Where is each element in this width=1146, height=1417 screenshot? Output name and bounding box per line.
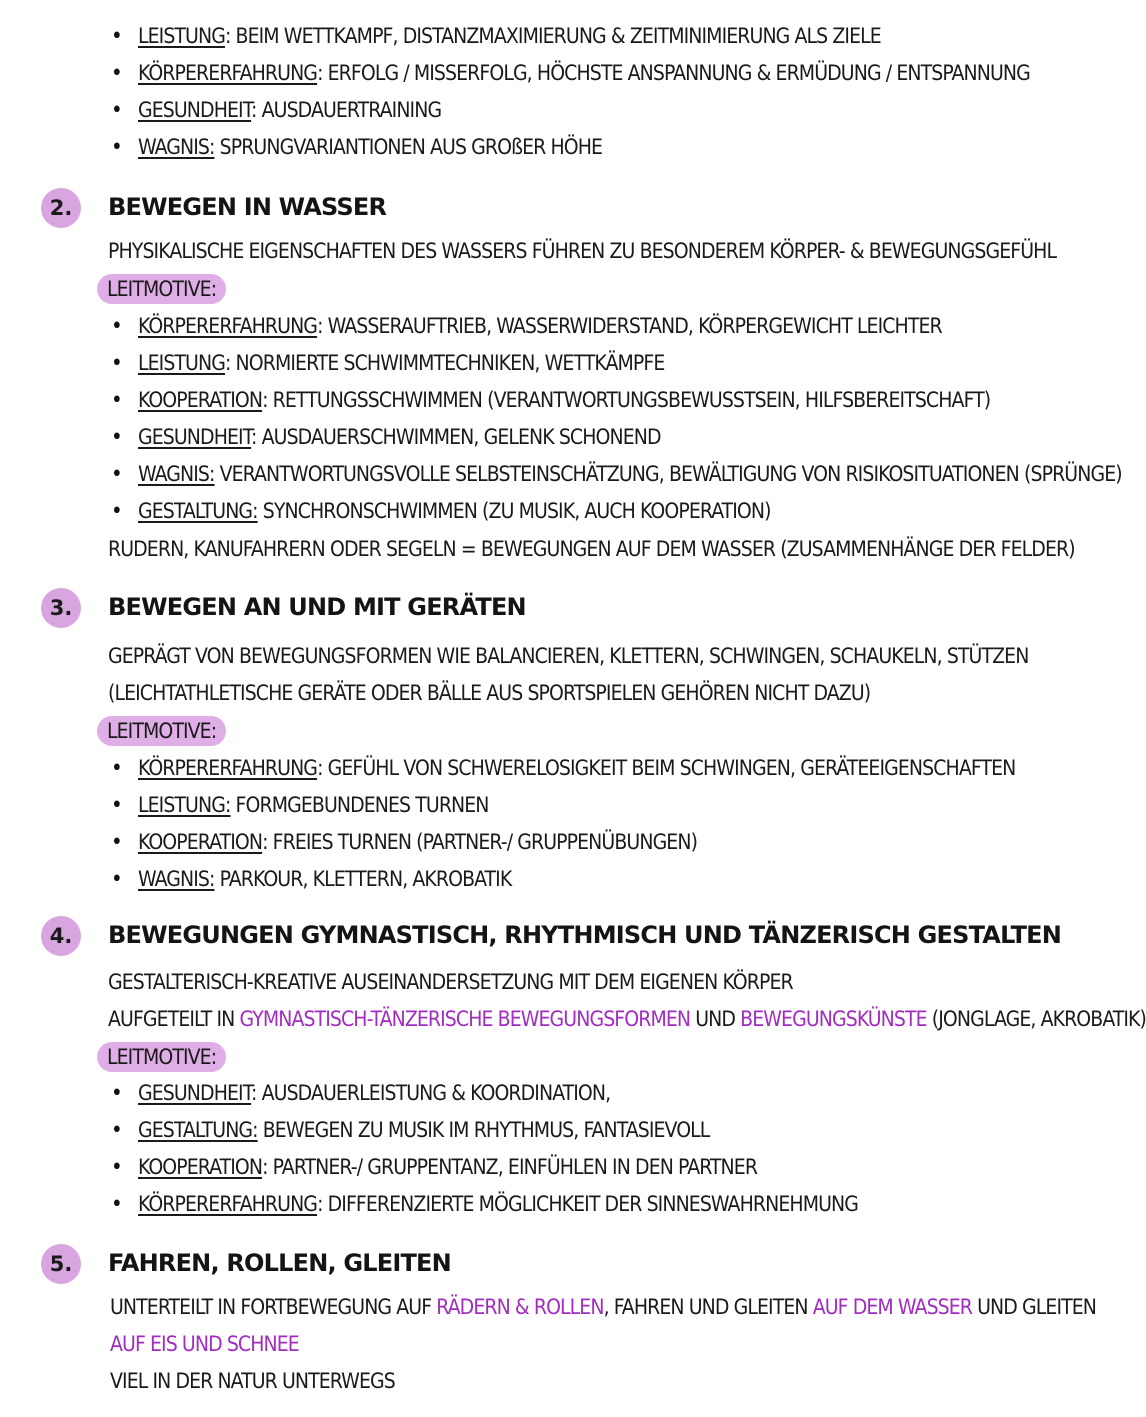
section-heading: BEWEGEN IN WASSER	[108, 193, 387, 221]
bullet-icon: •	[111, 61, 122, 86]
leitmotiv-key: WAGNIS:	[138, 867, 215, 891]
section-description: VIEL IN DER NATUR UNTERWEGS	[110, 1369, 395, 1393]
bullet-icon: •	[111, 24, 122, 49]
leitmotiv-separator: :	[262, 388, 268, 412]
list-item	[0, 1112, 1080, 1149]
leitmotiv-key: KOOPERATION	[138, 830, 263, 854]
text-part: UND GLEITEN	[972, 1295, 1097, 1319]
list-item	[0, 1149, 1080, 1186]
bullet-icon: •	[111, 793, 122, 818]
leitmotiv-key: GESTALTUNG:	[138, 499, 258, 523]
leitmotiv-separator: :	[251, 98, 257, 122]
bullet-icon: •	[111, 425, 122, 450]
leitmotiv-text: AUSDAUERLEISTUNG & KOORDINATION,	[256, 1081, 611, 1105]
list-item	[0, 1075, 1080, 1112]
leitmotiv-key: KÖRPERERFAHRUNG	[138, 61, 318, 85]
leitmotiv-separator: :	[251, 425, 257, 449]
leitmotiv-text: WASSERAUFTRIEB, WASSERWIDERSTAND, KÖRPERGEWICHT LEICHTER	[322, 314, 942, 338]
list-item	[0, 1186, 1080, 1223]
leitmotiv-text: VERANTWORTUNGSVOLLE SELBSTEINSCHÄTZUNG, BEWÄLTIGUNG VON RISIKOSITUATIONEN (SPRÜNGE)	[214, 462, 1122, 486]
highlight-text: GYMNASTISCH-TÄNZERISCHE BEWEGUNGSFORMEN	[239, 1007, 691, 1031]
section-number: 2.	[41, 188, 81, 228]
highlight-text: AUF DEM WASSER	[812, 1295, 973, 1319]
bullet-icon: •	[111, 98, 122, 123]
leitmotiv-text: AUSDAUERTRAINING	[256, 98, 442, 122]
leitmotiv-key: GESUNDHEIT	[138, 1081, 252, 1105]
leitmotiv-separator: :	[317, 61, 323, 85]
leitmotive-label: LEITMOTIVE:	[97, 274, 226, 304]
list-item	[0, 861, 1080, 898]
list-item	[0, 345, 1080, 382]
highlight-text: BEWEGUNGSKÜNSTE	[740, 1007, 927, 1031]
bullet-icon: •	[111, 462, 122, 487]
bullet-icon: •	[111, 135, 122, 160]
list-item	[0, 456, 1122, 493]
leitmotive-list	[0, 1075, 1080, 1223]
section-note: RUDERN, KANUFAHRERN ODER SEGELN = BEWEGUNGEN AUF DEM WASSER (ZUSAMMENHÄNGE DER FELDER)	[108, 537, 1075, 561]
bullet-icon: •	[111, 1081, 122, 1106]
section-description: GESTALTERISCH-KREATIVE AUSEINANDERSETZUNG MIT DEM EIGENEN KÖRPER	[108, 970, 793, 994]
leitmotiv-key: LEISTUNG:	[138, 793, 231, 817]
section-number: 4.	[41, 916, 81, 956]
leitmotiv-key: GESTALTUNG:	[138, 1118, 258, 1142]
leitmotiv-separator: :	[317, 756, 323, 780]
bullet-icon: •	[111, 351, 122, 376]
leitmotiv-separator: :	[262, 1155, 268, 1179]
highlight-text: RÄDERN & ROLLEN	[436, 1295, 604, 1319]
leitmotiv-text: SYNCHRONSCHWIMMEN (ZU MUSIK, AUCH KOOPERATION)	[257, 499, 771, 523]
list-item	[0, 55, 1080, 92]
text-part: AUFGETEILT IN	[108, 1007, 240, 1031]
leitmotiv-key: WAGNIS:	[138, 462, 215, 486]
leitmotiv-separator: :	[224, 351, 231, 375]
leitmotiv-separator: :	[251, 1081, 257, 1105]
intro-list	[0, 18, 1080, 166]
section-description: PHYSIKALISCHE EIGENSCHAFTEN DES WASSERS FÜHREN ZU BESONDEREM KÖRPER- & BEWEGUNGSGEFÜHL	[108, 239, 1057, 263]
bullet-icon: •	[111, 1192, 122, 1217]
list-item	[0, 129, 1080, 166]
leitmotiv-separator: :	[224, 24, 231, 48]
leitmotive-label: LEITMOTIVE:	[97, 716, 226, 746]
list-item	[0, 18, 1080, 55]
leitmotiv-text: NORMIERTE SCHWIMMTECHNIKEN, WETTKÄMPFE	[230, 351, 665, 375]
leitmotiv-text: BEIM WETTKAMPF, DISTANZMAXIMIERUNG & ZEITMINIMIERUNG ALS ZIELE	[230, 24, 881, 48]
leitmotive-list	[0, 308, 1122, 530]
leitmotiv-text: AUSDAUERSCHWIMMEN, GELENK SCHONEND	[256, 425, 661, 449]
leitmotiv-key: KOOPERATION	[138, 388, 263, 412]
list-item	[0, 493, 1080, 530]
section-heading: BEWEGEN AN UND MIT GERÄTEN	[108, 593, 526, 621]
bullet-icon: •	[111, 867, 122, 892]
leitmotiv-key: LEISTUNG	[138, 24, 225, 48]
section-number: 3.	[41, 588, 81, 628]
text-part: UND	[690, 1007, 741, 1031]
leitmotiv-separator: :	[262, 830, 268, 854]
leitmotiv-text: FREIES TURNEN (PARTNER-/ GRUPPENÜBUNGEN)	[267, 830, 698, 854]
bullet-icon: •	[111, 314, 122, 339]
section-description: GEPRÄGT VON BEWEGUNGSFORMEN WIE BALANCIEREN, KLETTERN, SCHWINGEN, SCHAUKELN, STÜTZEN	[108, 644, 1029, 668]
bullet-icon: •	[111, 830, 122, 855]
leitmotiv-text: PARTNER-/ GRUPPENTANZ, EINFÜHLEN IN DEN PARTNER	[267, 1155, 758, 1179]
list-item	[0, 419, 1080, 456]
bullet-icon: •	[111, 499, 122, 524]
leitmotiv-key: LEISTUNG	[138, 351, 225, 375]
list-item	[0, 824, 1080, 861]
leitmotiv-key: KÖRPERERFAHRUNG	[138, 756, 318, 780]
leitmotiv-text: FORMGEBUNDENES TURNEN	[230, 793, 489, 817]
section-heading: FAHREN, ROLLEN, GLEITEN	[108, 1249, 451, 1277]
bullet-icon: •	[111, 388, 122, 413]
leitmotiv-text: ERFOLG / MISSERFOLG, HÖCHSTE ANSPANNUNG & ERMÜDUNG / ENTSPANNUNG	[322, 61, 1030, 85]
bullet-icon: •	[111, 1118, 122, 1143]
text-part: (JONGLAGE, AKROBATIK)	[926, 1007, 1146, 1031]
highlight-text: AUF EIS UND SCHNEE	[110, 1332, 299, 1356]
list-item	[0, 382, 1080, 419]
leitmotiv-key: KÖRPERERFAHRUNG	[138, 314, 318, 338]
leitmotiv-text: GEFÜHL VON SCHWERELOSIGKEIT BEIM SCHWINGEN, GERÄTEEIGENSCHAFTEN	[322, 756, 1016, 780]
text-part: , FAHREN UND GLEITEN	[603, 1295, 813, 1319]
leitmotiv-key: KÖRPERERFAHRUNG	[138, 1192, 318, 1216]
leitmotive-list	[0, 750, 1080, 898]
leitmotiv-key: WAGNIS:	[138, 135, 215, 159]
bullet-icon: •	[111, 1155, 122, 1180]
text-part: UNTERTEILT IN FORTBEWEGUNG AUF	[110, 1295, 437, 1319]
leitmotiv-text: DIFFERENZIERTE MÖGLICHKEIT DER SINNESWAHRNEHMUNG	[322, 1192, 859, 1216]
section-description: (LEICHTATHLETISCHE GERÄTE ODER BÄLLE AUS SPORTSPIELEN GEHÖREN NICHT DAZU)	[108, 681, 871, 705]
bullet-icon: •	[111, 756, 122, 781]
section-number: 5.	[41, 1244, 81, 1284]
leitmotive-label: LEITMOTIVE:	[97, 1042, 226, 1072]
leitmotiv-key: GESUNDHEIT	[138, 425, 252, 449]
leitmotiv-key: GESUNDHEIT	[138, 98, 252, 122]
list-item	[0, 308, 1080, 345]
section-description	[110, 1289, 1096, 1326]
leitmotiv-key: KOOPERATION	[138, 1155, 263, 1179]
list-item	[0, 787, 1080, 824]
section-heading: BEWEGUNGEN GYMNASTISCH, RHYTHMISCH UND TÄNZERISCH GESTALTEN	[108, 921, 1062, 949]
leitmotiv-text: PARKOUR, KLETTERN, AKROBATIK	[214, 867, 512, 891]
leitmotiv-text: SPRUNGVARIANTIONEN AUS GROßER HÖHE	[214, 135, 603, 159]
section-description	[108, 1001, 1146, 1038]
list-item	[0, 750, 1080, 787]
leitmotiv-separator: :	[317, 1192, 323, 1216]
list-item	[0, 92, 1080, 129]
leitmotiv-separator: :	[317, 314, 323, 338]
leitmotiv-text: RETTUNGSSCHWIMMEN (VERANTWORTUNGSBEWUSSTSEIN, HILFSBEREITSCHAFT)	[267, 388, 991, 412]
leitmotiv-text: BEWEGEN ZU MUSIK IM RHYTHMUS, FANTASIEVOLL	[257, 1118, 710, 1142]
